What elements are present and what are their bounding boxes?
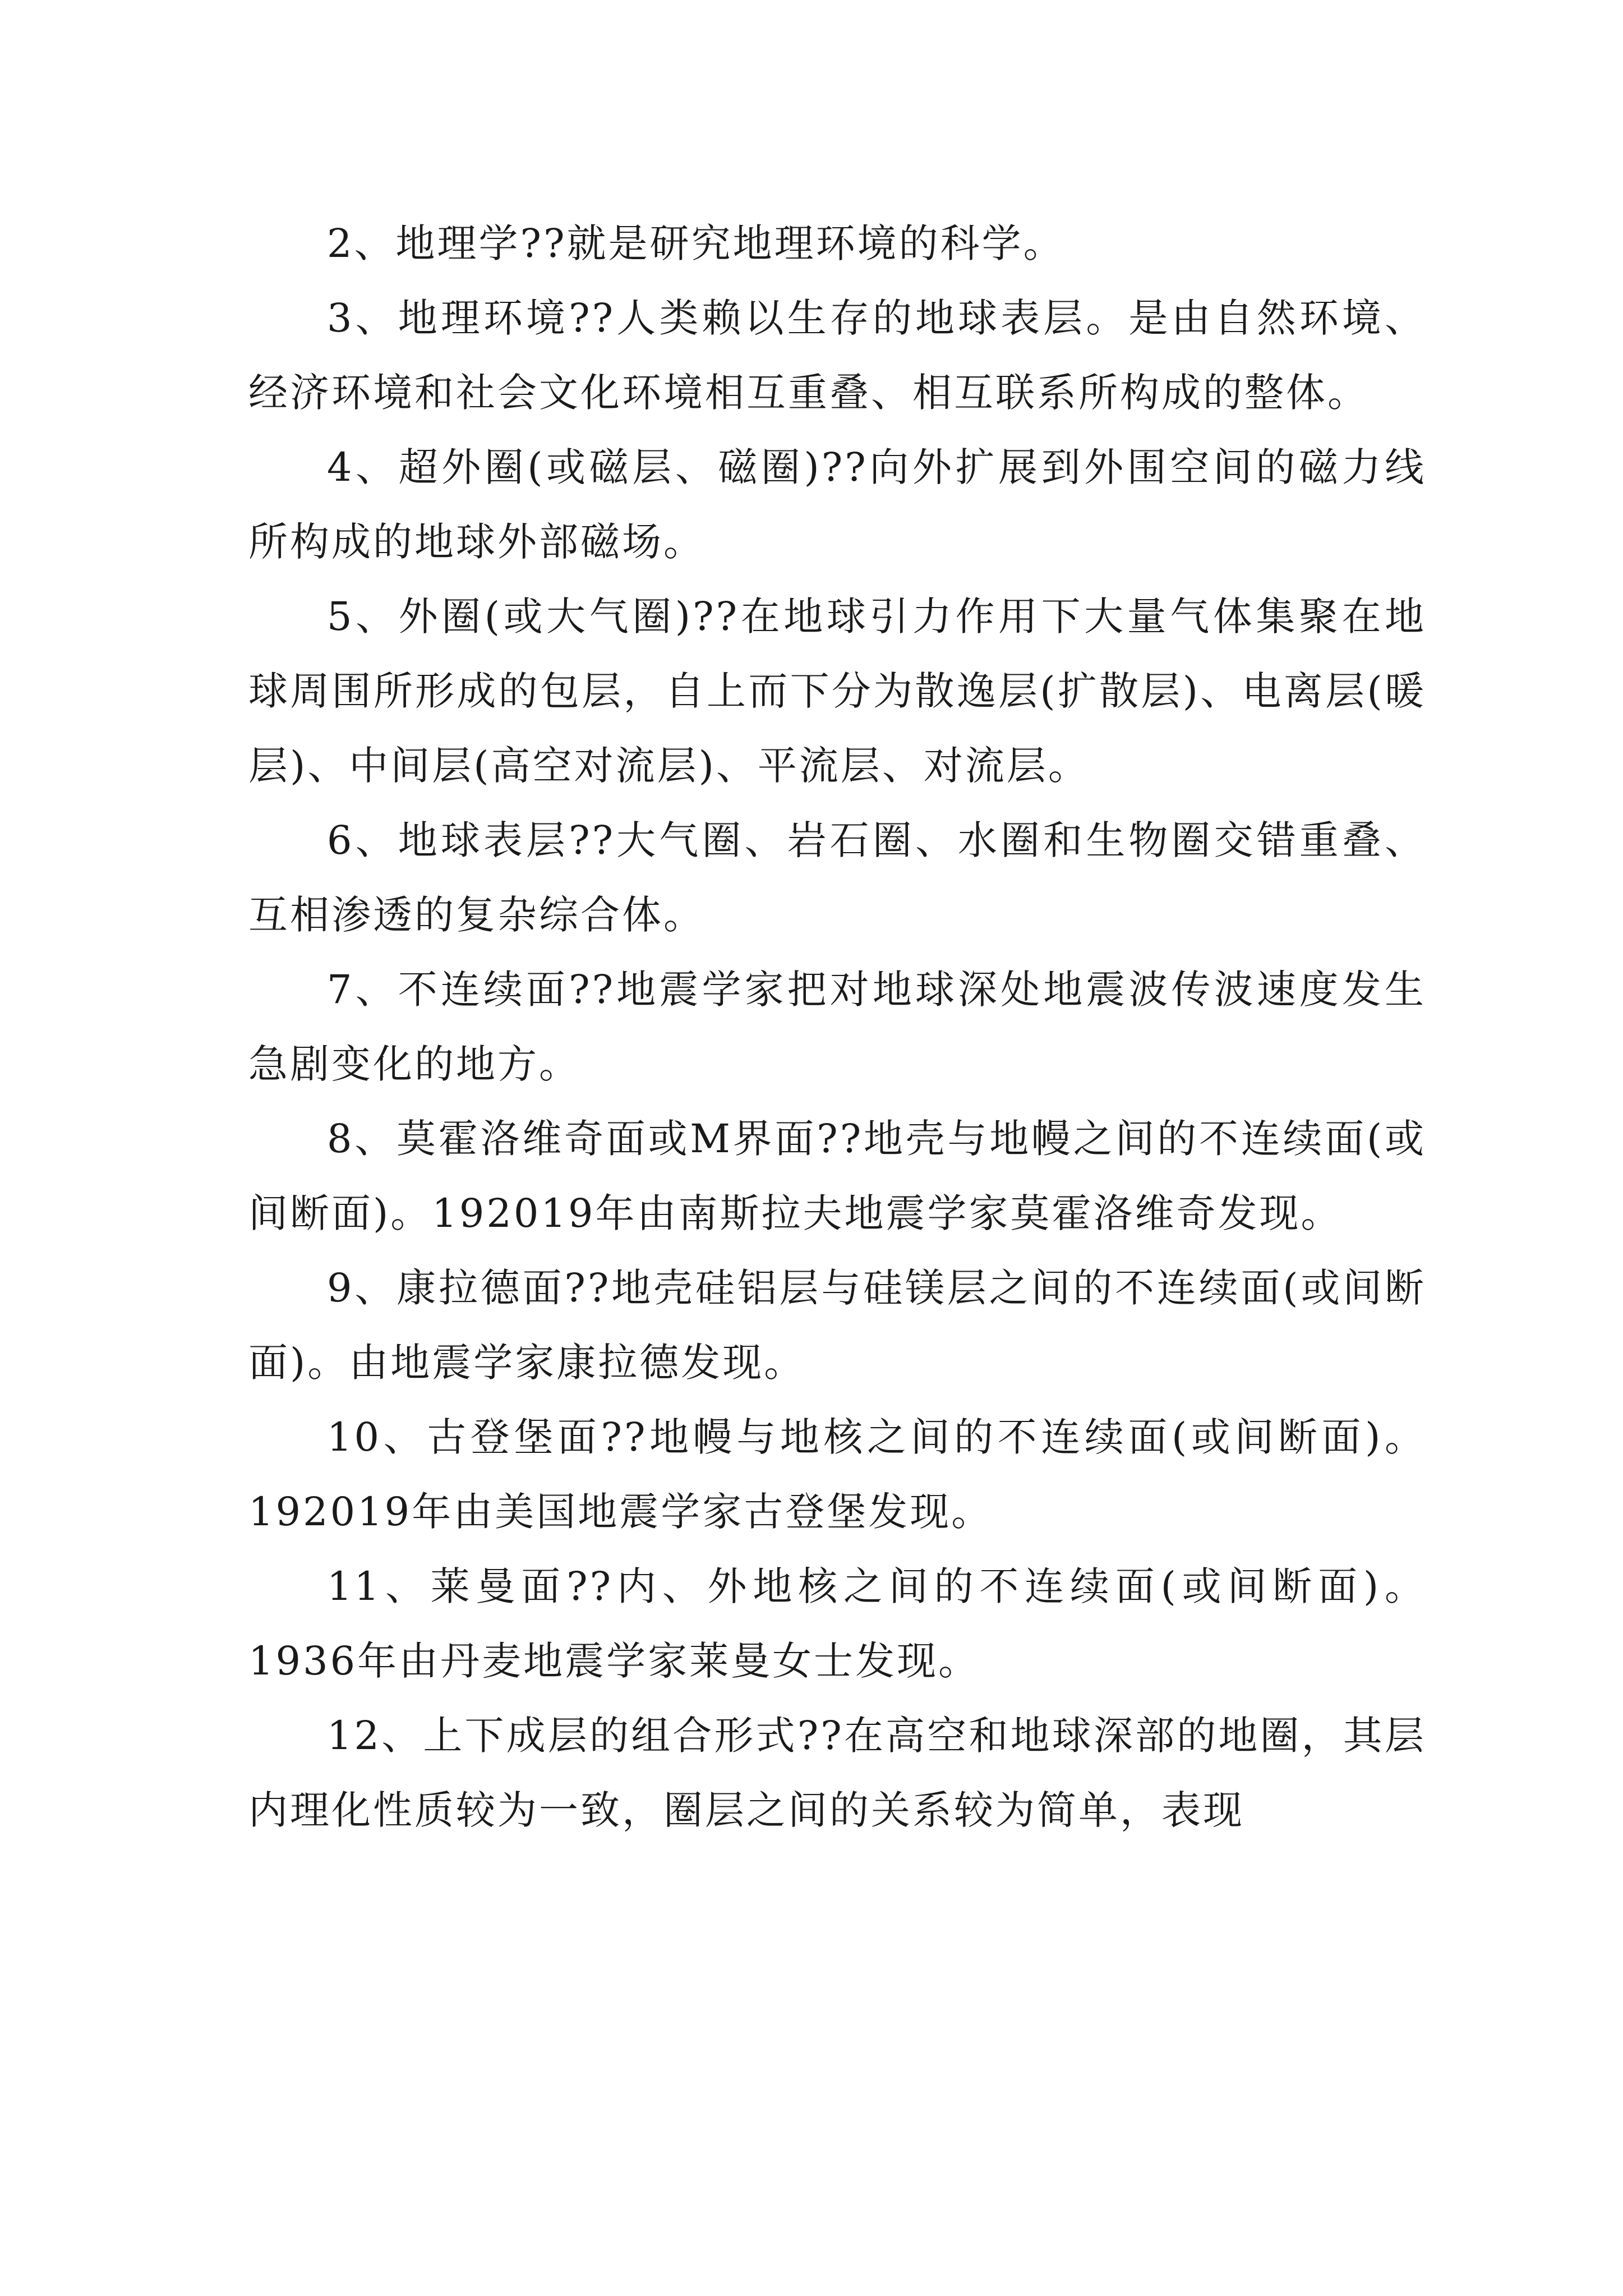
paragraph-9-conrad: 9、康拉德面??地壳硅铝层与硅镁层之间的不连续面(或间断面)。由地震学家康拉德发现。 <box>248 1265 1426 1386</box>
paragraph-4-magnetosphere: 4、超外圈(或磁层、磁圈)??向外扩展到外围空间的磁力线所构成的地球外部磁场。 <box>248 444 1426 565</box>
paragraph-7-discontinuity: 7、不连续面??地震学家把对地球深处地震波传波速度发生急剧变化的地方。 <box>248 967 1426 1087</box>
paragraph-2-geography: 2、地理学??就是研究地理环境的科学。 <box>327 220 1065 266</box>
paragraph-5-atmosphere: 5、外圈(或大气圈)??在地球引力作用下大量气体集聚在地球周围所形成的包层，自上而下分为散逸层(扩散层)、电离层(暖层)、中间层(高空对流层)、平流层、对流层。 <box>248 593 1426 789</box>
paragraph-12-layered-structure: 12、上下成层的组合形式??在高空和地球深部的地圈，其层内理化性质较为一致，圈层之间的关系较为简单，表现 <box>248 1713 1426 1833</box>
paragraph-6-earth-surface: 6、地球表层??大气圈、岩石圈、水圈和生物圈交错重叠、互相渗透的复杂综合体。 <box>248 817 1426 938</box>
paragraph-11-lehmann: 11、莱曼面??内、外地核之间的不连续面(或间断面)。1936年由丹麦地震学家莱曼女士发现。 <box>248 1563 1426 1684</box>
document-body <box>248 206 1426 1848</box>
paragraph-10-gutenberg: 10、古登堡面??地幔与地核之间的不连续面(或间断面)。192019年由美国地震学家古登堡发现。 <box>248 1414 1426 1535</box>
paragraph-3-geographic-environment: 3、地理环境??人类赖以生存的地球表层。是由自然环境、经济环境和社会文化环境相互重叠、相互联系所构成的整体。 <box>248 295 1426 416</box>
paragraph-8-moho: 8、莫霍洛维奇面或M界面??地壳与地幔之间的不连续面(或间断面)。192019年由南斯拉夫地震学家莫霍洛维奇发现。 <box>248 1116 1426 1236</box>
